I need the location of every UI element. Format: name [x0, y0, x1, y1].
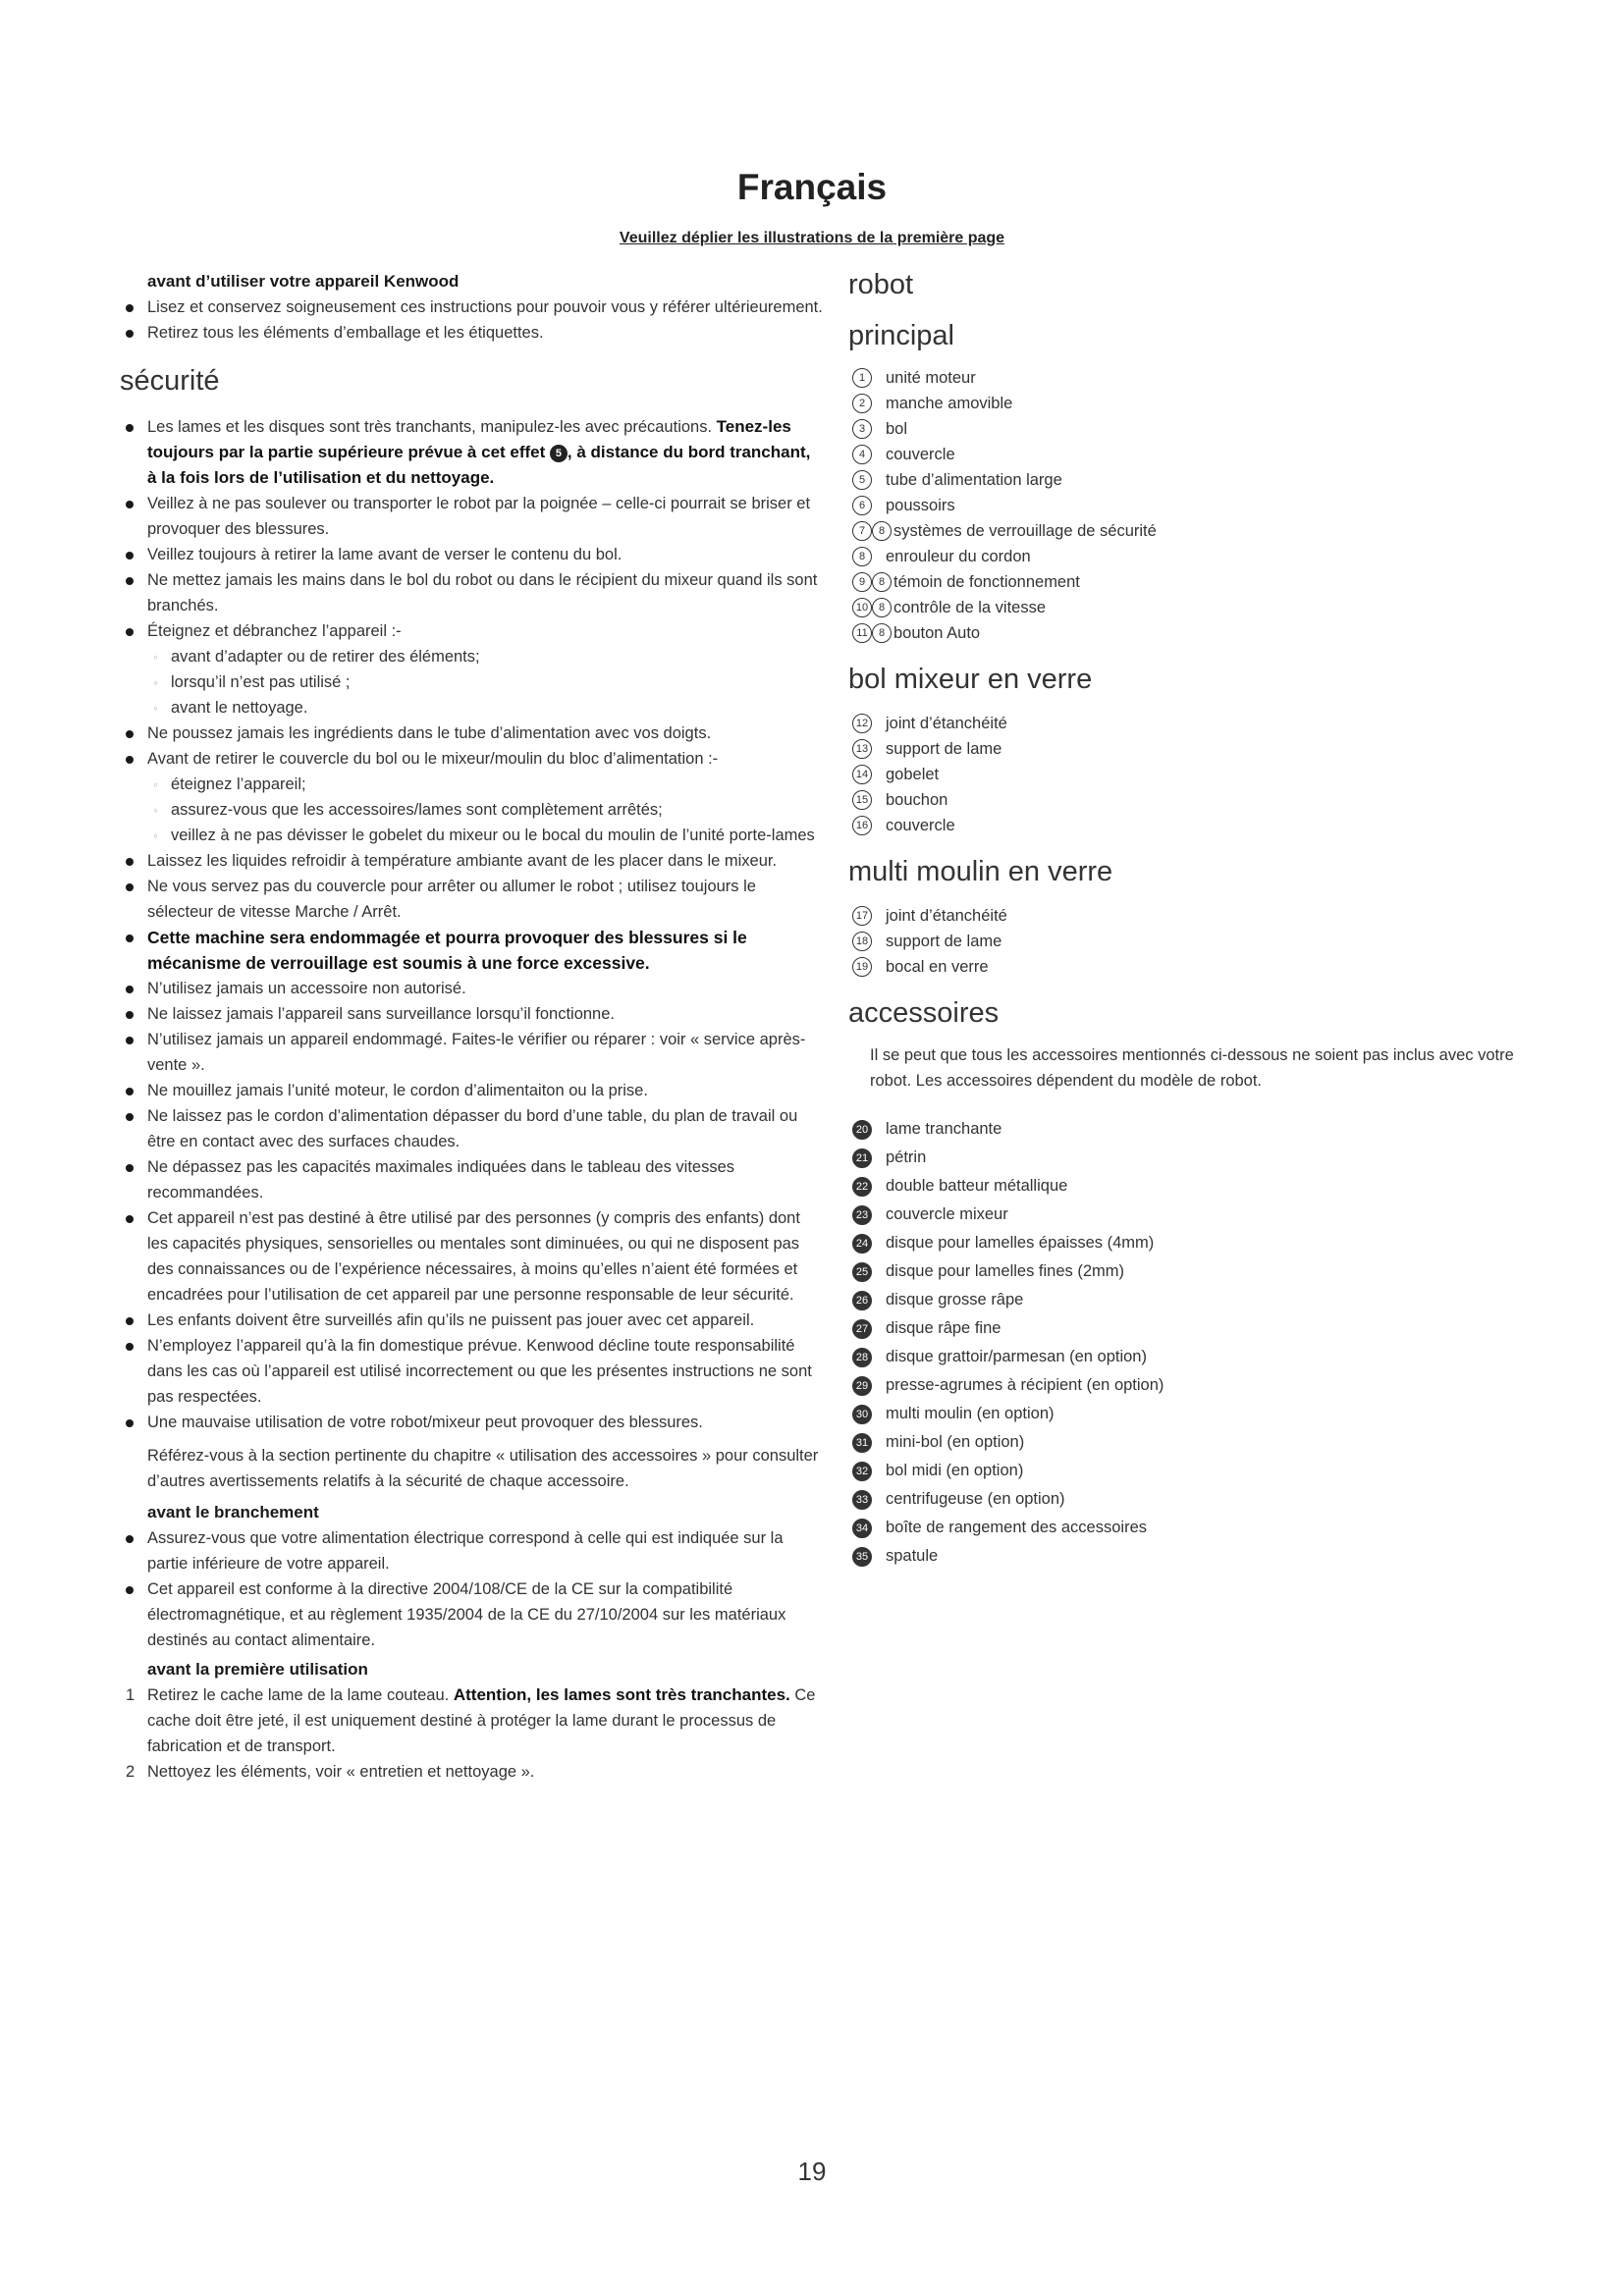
- number-marker-icon: 34: [852, 1519, 872, 1538]
- securite-subitem: ◦ avant d’adapter ou de retirer des éléments;: [120, 644, 823, 669]
- securite-item: Les lames et les disques sont très tranchants, manipulez-les avec précautions. Tenez-les toujours par la partie supérieure prévue à cet effet 5 , à distance du bord tranchant, à la fois lors de l’utilisation et du nettoyage.: [120, 414, 823, 491]
- part-item: [848, 1201, 1516, 1229]
- part-label: boîte de rangement des accessoires: [886, 1519, 1147, 1536]
- part-item: [848, 762, 1516, 787]
- part-item: [848, 736, 1516, 762]
- part-label: enrouleur du cordon: [886, 547, 1031, 565]
- securite-item: Avant de retirer le couvercle du bol ou le mixeur/moulin du bloc d’alimentation :-: [120, 746, 823, 772]
- part-label: disque râpe fine: [886, 1319, 1001, 1337]
- number-marker-icon: 13: [852, 739, 872, 759]
- part-label: disque grosse râpe: [886, 1291, 1024, 1308]
- part-item: [848, 365, 1516, 391]
- number-marker-icon: 12: [852, 714, 872, 733]
- number-marker-icon: 33: [852, 1490, 872, 1510]
- part-item: [848, 1144, 1516, 1172]
- number-marker-icon: 21: [852, 1148, 872, 1168]
- number-marker-icon: 27: [852, 1319, 872, 1339]
- part-item: [848, 1257, 1516, 1286]
- part-item: [848, 1457, 1516, 1485]
- part-item: [848, 493, 1516, 518]
- premiere-heading: avant la première utilisation: [147, 1660, 368, 1679]
- securite-item: Ne laissez pas le cordon d’alimentation dépasser du bord d’une table, du plan de travail ou être en contact avec des surfaces chaudes.: [120, 1103, 823, 1154]
- number-marker-icon: 8: [852, 547, 872, 566]
- number-marker-icon: 10: [852, 598, 872, 617]
- part-label: support de lame: [886, 932, 1002, 950]
- page-title: Français: [736, 167, 888, 207]
- robot-heading: robot: [848, 269, 914, 300]
- part-label: lame tranchante: [886, 1120, 1002, 1138]
- multi-parts-list: [848, 903, 1516, 980]
- number-marker-icon: 3: [852, 419, 872, 439]
- securite-item: Une mauvaise utilisation de votre robot/mixeur peut provoquer des blessures.: [120, 1410, 823, 1435]
- securite-subitem: ◦ éteignez l’appareil;: [120, 772, 823, 797]
- part-label: pétrin: [886, 1148, 927, 1166]
- number-marker-icon: 8: [872, 598, 892, 617]
- part-item: [848, 620, 1516, 646]
- part-item: [848, 1115, 1516, 1144]
- part-item: [848, 1314, 1516, 1343]
- page-subtitle: Veuillez déplier les illustrations de la première page: [619, 230, 1005, 246]
- part-label: disque pour lamelles épaisses (4mm): [886, 1234, 1155, 1252]
- part-label: centrifugeuse (en option): [886, 1490, 1065, 1508]
- number-marker-icon: 16: [852, 816, 872, 835]
- part-item: [848, 416, 1516, 442]
- part-item: [848, 711, 1516, 736]
- number-marker-icon: 26: [852, 1291, 872, 1310]
- part-item: [848, 442, 1516, 467]
- securite-item: Ne laissez jamais l’appareil sans surveillance lorsqu’il fonctionne.: [120, 1001, 823, 1027]
- avant-item: Retirez tous les éléments d’emballage et les étiquettes.: [120, 320, 823, 346]
- part-item: [848, 467, 1516, 493]
- part-label: bol: [886, 419, 908, 438]
- avant-item: Lisez et conservez soigneusement ces instructions pour pouvoir vous y référer ultérieurement.: [120, 294, 823, 320]
- securite-item: N’utilisez jamais un accessoire non autorisé.: [120, 976, 823, 1001]
- number-marker-icon: 18: [852, 932, 872, 951]
- number-marker-icon: 8: [872, 521, 892, 541]
- page-number: 19: [797, 2157, 827, 2186]
- right-column: [848, 269, 1516, 1571]
- number-marker-icon: 17: [852, 906, 872, 926]
- securite-item: Les enfants doivent être surveillés afin qu’ils ne puissent pas jouer avec cet appareil.: [120, 1308, 823, 1333]
- part-item: [848, 1286, 1516, 1314]
- part-item: [848, 1400, 1516, 1428]
- number-marker-icon: 19: [852, 957, 872, 977]
- part-item: [848, 1485, 1516, 1514]
- part-label: couvercle: [886, 445, 955, 463]
- bol-heading: bol mixeur en verre: [848, 664, 1093, 695]
- number-marker-icon: 28: [852, 1348, 872, 1367]
- securite-subitem: ◦ assurez-vous que les accessoires/lames sont complètement arrêtés;: [120, 797, 823, 823]
- part-item: [848, 544, 1516, 569]
- part-label: poussoirs: [886, 496, 955, 514]
- part-label: mini-bol (en option): [886, 1433, 1025, 1451]
- part-item: [848, 569, 1516, 595]
- number-marker-icon: 22: [852, 1177, 872, 1197]
- number-marker-icon: 5: [852, 470, 872, 490]
- part-item: [848, 1343, 1516, 1371]
- premiere-step: 2 Nettoyez les éléments, voir « entretien et nettoyage ».: [126, 1763, 535, 1781]
- part-label: support de lame: [886, 739, 1002, 758]
- part-label: unité moteur: [886, 368, 976, 387]
- securite-item: Ne mettez jamais les mains dans le bol du robot ou dans le récipient du mixeur quand ils sont branchés.: [120, 567, 823, 618]
- number-marker-icon: 4: [852, 445, 872, 464]
- part-label: tube d’alimentation large: [886, 470, 1062, 489]
- securite-item: Laissez les liquides refroidir à température ambiante avant de les placer dans le mixeur.: [120, 848, 823, 874]
- securite-item: Cet appareil n’est pas destiné à être utilisé par des personnes (y compris des enfants) dont les capacités physiques, sensorielles ou mentales sont diminuées, ou qui ne disposent pas des connaissances ou de l’expérience nécessaires, à moins qu’elles n’aient été formées et encadrées pour l’utilisation de cet appareil par une personne responsable de leur sécurité.: [120, 1205, 823, 1308]
- branchement-item: Assurez-vous que votre alimentation électrique correspond à celle qui est indiquée sur la partie inférieure de votre appareil.: [120, 1525, 823, 1576]
- part-label: multi moulin (en option): [886, 1405, 1055, 1422]
- part-label: manche amovible: [886, 394, 1013, 412]
- number-marker-icon: 30: [852, 1405, 872, 1424]
- part-label: joint d’étanchéité: [886, 906, 1007, 925]
- premiere-step: 1 Retirez le cache lame de la lame couteau. Attention, les lames sont très tranchantes. Ce cache doit être jeté, il est uniquement destiné à protéger la lame durant le processus de fabrication et de transport.: [126, 1685, 816, 1755]
- number-marker-icon: 9: [852, 572, 872, 592]
- number-marker-icon: 25: [852, 1262, 872, 1282]
- robot-parts-list: [848, 365, 1516, 646]
- securite-item: N’employez l’appareil qu’à la fin domestique prévue. Kenwood décline toute responsabilité dans les cas où l’appareil est utilisé incorrectement ou que les présentes instructions ne sont pas respectées.: [120, 1333, 823, 1410]
- number-marker-icon: 23: [852, 1205, 872, 1225]
- part-item: [848, 518, 1516, 544]
- part-label: gobelet: [886, 765, 940, 783]
- securite-item: Veillez toujours à retirer la lame avant de verser le contenu du bol.: [120, 542, 823, 567]
- avant-utiliser-heading: avant d’utiliser votre appareil Kenwood: [147, 272, 460, 291]
- part-item: [848, 1428, 1516, 1457]
- number-marker-icon: 11: [852, 623, 872, 643]
- part-label: joint d’étanchéité: [886, 714, 1007, 732]
- accessoires-heading: accessoires: [848, 997, 1000, 1029]
- number-marker-icon: 31: [852, 1433, 872, 1453]
- number-marker-icon: 35: [852, 1547, 872, 1567]
- left-column: [120, 269, 823, 1785]
- part-label: bouton Auto: [893, 623, 981, 642]
- securite-item: Ne poussez jamais les ingrédients dans le tube d’alimentation avec vos doigts.: [120, 721, 823, 746]
- part-label: disque grattoir/parmesan (en option): [886, 1348, 1147, 1365]
- part-item: [848, 1542, 1516, 1571]
- accessoires-note: Il se peut que tous les accessoires mentionnés ci-dessous ne soient pas inclus avec votre robot. Les accessoires dépendent du modèle de robot.: [870, 1046, 1514, 1090]
- securite-warning: Cette machine sera endommagée et pourra provoquer des blessures si le mécanisme de verrouillage est soumis à une force excessive.: [120, 925, 823, 976]
- marker-5-icon: 5: [550, 445, 568, 462]
- part-label: couvercle mixeur: [886, 1205, 1008, 1223]
- principal-heading: principal: [848, 320, 954, 351]
- securite-subitem: ◦ lorsqu’il n’est pas utilisé ;: [120, 669, 823, 695]
- part-label: disque pour lamelles fines (2mm): [886, 1262, 1125, 1280]
- securite-item: Ne vous servez pas du couvercle pour arrêter ou allumer le robot ; utilisez toujours le sélecteur de vitesse Marche / Arrêt.: [120, 874, 823, 925]
- securite-item: Veillez à ne pas soulever ou transporter le robot par la poignée – celle-ci pourrait se briser et provoquer des blessures.: [120, 491, 823, 542]
- part-label: systèmes de verrouillage de sécurité: [893, 521, 1157, 540]
- number-marker-icon: 7: [852, 521, 872, 541]
- number-marker-icon: 1: [852, 368, 872, 388]
- part-item: [848, 391, 1516, 416]
- part-label: contrôle de la vitesse: [893, 598, 1047, 616]
- part-label: spatule: [886, 1547, 939, 1565]
- securite-note: Référez-vous à la section pertinente du chapitre « utilisation des accessoires » pour consulter d’autres avertissements relatifs à la sécurité de chaque accessoire.: [147, 1447, 819, 1490]
- branchement-item: Cet appareil est conforme à la directive 2004/108/CE de la CE sur la compatibilité électromagnétique, et au règlement 1935/2004 de la CE du 27/10/2004 sur les matériaux destinés au contact alimentaire.: [120, 1576, 823, 1653]
- part-item: [848, 1514, 1516, 1542]
- part-item: [848, 954, 1516, 980]
- bol-parts-list: [848, 711, 1516, 838]
- securite-subitem: ◦ veillez à ne pas dévisser le gobelet du mixeur ou le bocal du moulin de l’unité porte-lames: [120, 823, 823, 848]
- part-item: [848, 903, 1516, 929]
- number-marker-icon: 32: [852, 1462, 872, 1481]
- part-label: couvercle: [886, 816, 955, 834]
- number-marker-icon: 15: [852, 790, 872, 810]
- number-marker-icon: 14: [852, 765, 872, 784]
- part-label: bol midi (en option): [886, 1462, 1024, 1479]
- number-marker-icon: 29: [852, 1376, 872, 1396]
- number-marker-icon: 24: [852, 1234, 872, 1254]
- part-label: témoin de fonctionnement: [893, 572, 1080, 591]
- number-marker-icon: 8: [872, 572, 892, 592]
- part-label: presse-agrumes à récipient (en option): [886, 1376, 1164, 1394]
- part-item: [848, 787, 1516, 813]
- securite-heading: sécurité: [120, 365, 220, 397]
- part-item: [848, 929, 1516, 954]
- accessoires-list: [848, 1115, 1516, 1571]
- part-item: [848, 1371, 1516, 1400]
- securite-item: N’utilisez jamais un appareil endommagé. Faites-le vérifier ou réparer : voir « service après-vente ».: [120, 1027, 823, 1078]
- securite-subitem: ◦ avant le nettoyage.: [120, 695, 823, 721]
- part-label: bouchon: [886, 790, 948, 809]
- part-label: bocal en verre: [886, 957, 989, 976]
- securite-item: Éteignez et débranchez l’appareil :-: [120, 618, 823, 644]
- securite-item: Ne mouillez jamais l’unité moteur, le cordon d’alimentaiton ou la prise.: [120, 1078, 823, 1103]
- part-item: [848, 1172, 1516, 1201]
- branchement-heading: avant le branchement: [147, 1503, 319, 1522]
- number-marker-icon: 8: [872, 623, 892, 643]
- number-marker-icon: 6: [852, 496, 872, 515]
- multi-heading: multi moulin en verre: [848, 856, 1113, 887]
- part-item: [848, 1229, 1516, 1257]
- securite-item: Ne dépassez pas les capacités maximales indiquées dans le tableau des vitesses recommandées.: [120, 1154, 823, 1205]
- part-item: [848, 595, 1516, 620]
- part-item: [848, 813, 1516, 838]
- number-marker-icon: 20: [852, 1120, 872, 1140]
- part-label: double batteur métallique: [886, 1177, 1068, 1195]
- number-marker-icon: 2: [852, 394, 872, 413]
